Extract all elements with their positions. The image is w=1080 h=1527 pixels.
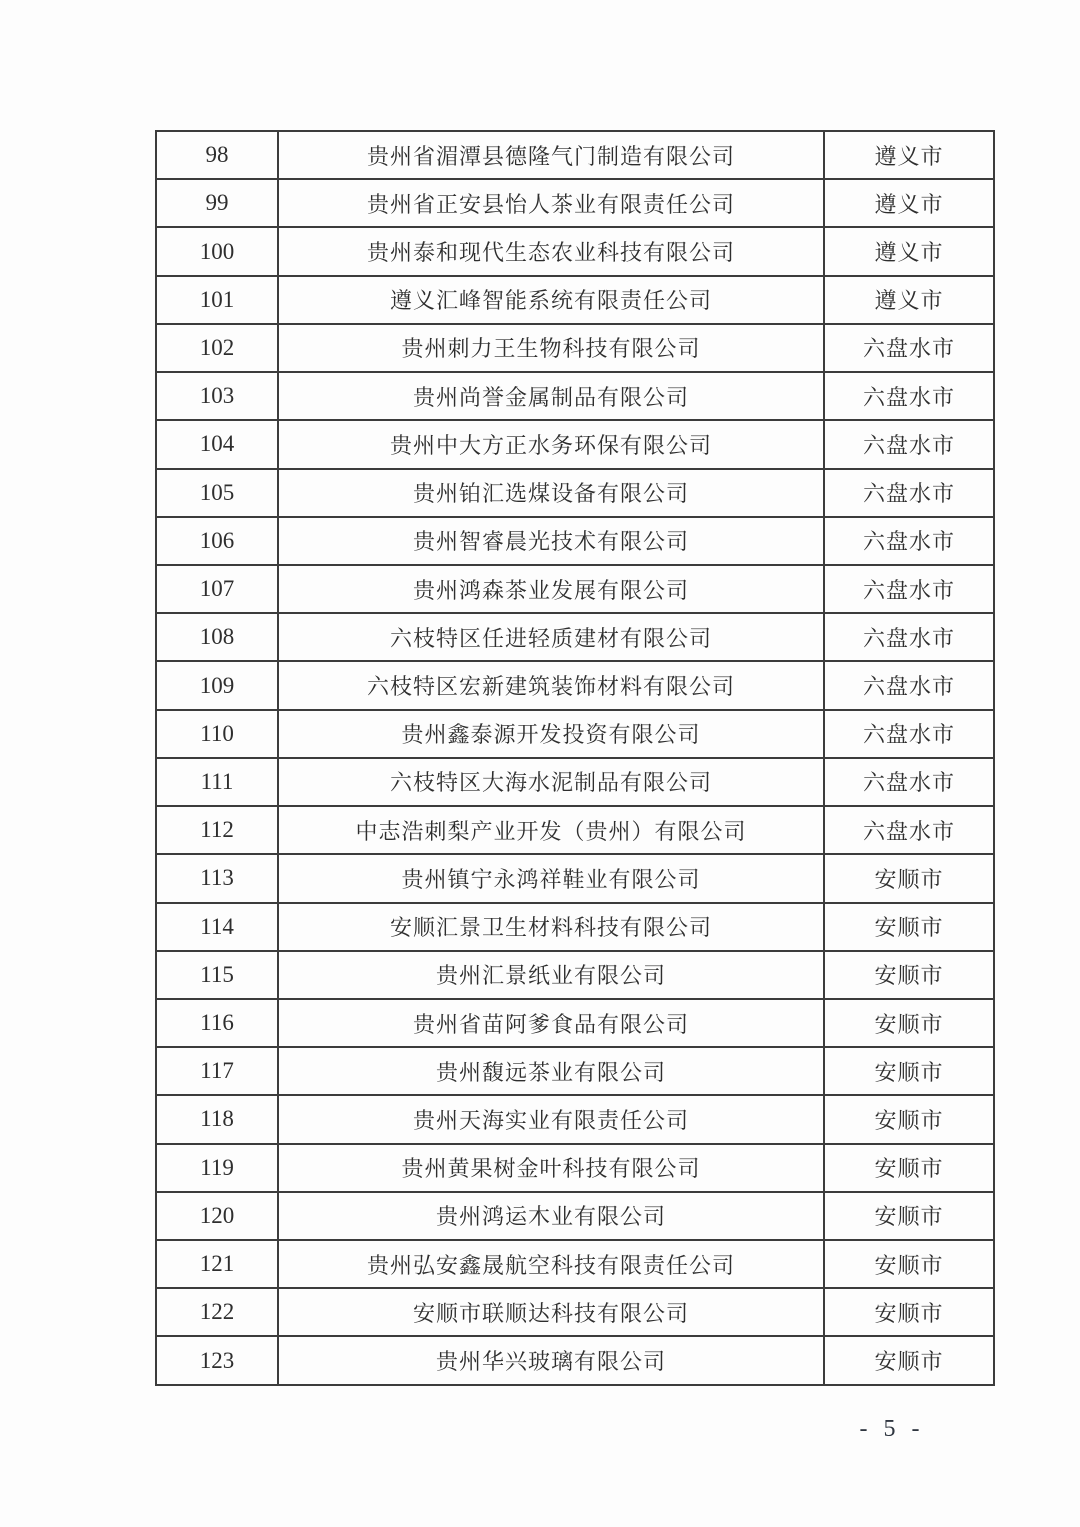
city-name: 安顺市 (824, 999, 994, 1047)
row-number: 117 (156, 1047, 278, 1095)
company-name: 贵州鑫泰源开发投资有限公司 (278, 710, 824, 758)
row-number: 119 (156, 1144, 278, 1192)
company-name: 贵州华兴玻璃有限公司 (278, 1336, 824, 1385)
city-name: 安顺市 (824, 1336, 994, 1385)
row-number: 101 (156, 276, 278, 324)
page-number: - 5 - (859, 1416, 925, 1442)
city-name: 安顺市 (824, 1240, 994, 1288)
company-table-body (156, 131, 994, 1385)
table-row (156, 1288, 994, 1336)
table-row (156, 372, 994, 420)
city-name: 安顺市 (824, 854, 994, 902)
city-name: 安顺市 (824, 1047, 994, 1095)
company-name: 贵州省苗阿爹食品有限公司 (278, 999, 824, 1047)
city-name: 六盘水市 (824, 806, 994, 854)
row-number: 123 (156, 1336, 278, 1385)
city-name: 遵义市 (824, 276, 994, 324)
company-name: 贵州天海实业有限责任公司 (278, 1095, 824, 1143)
table-row (156, 1047, 994, 1095)
city-name: 六盘水市 (824, 517, 994, 565)
row-number: 110 (156, 710, 278, 758)
city-name: 六盘水市 (824, 324, 994, 372)
company-name: 六枝特区宏新建筑装饰材料有限公司 (278, 661, 824, 709)
row-number: 107 (156, 565, 278, 613)
row-number: 105 (156, 469, 278, 517)
table-row (156, 420, 994, 468)
company-name: 贵州尚誉金属制品有限公司 (278, 372, 824, 420)
city-name: 六盘水市 (824, 661, 994, 709)
city-name: 安顺市 (824, 1095, 994, 1143)
table-row (156, 276, 994, 324)
table-row (156, 227, 994, 275)
city-name: 六盘水市 (824, 613, 994, 661)
table-row (156, 613, 994, 661)
company-name: 贵州省正安县怡人茶业有限责任公司 (278, 179, 824, 227)
company-name: 贵州馥远茶业有限公司 (278, 1047, 824, 1095)
company-name: 贵州铂汇选煤设备有限公司 (278, 469, 824, 517)
city-name: 六盘水市 (824, 565, 994, 613)
city-name: 安顺市 (824, 1288, 994, 1336)
table-row (156, 1192, 994, 1240)
table-row (156, 661, 994, 709)
table-row (156, 324, 994, 372)
row-number: 122 (156, 1288, 278, 1336)
city-name: 遵义市 (824, 131, 994, 179)
company-name: 贵州鸿运木业有限公司 (278, 1192, 824, 1240)
row-number: 120 (156, 1192, 278, 1240)
city-name: 安顺市 (824, 1192, 994, 1240)
company-name: 六枝特区大海水泥制品有限公司 (278, 758, 824, 806)
company-name: 六枝特区任进轻质建材有限公司 (278, 613, 824, 661)
city-name: 安顺市 (824, 1144, 994, 1192)
row-number: 104 (156, 420, 278, 468)
row-number: 115 (156, 951, 278, 999)
city-name: 六盘水市 (824, 710, 994, 758)
company-name: 遵义汇峰智能系统有限责任公司 (278, 276, 824, 324)
row-number: 106 (156, 517, 278, 565)
company-name: 贵州泰和现代生态农业科技有限公司 (278, 227, 824, 275)
company-name: 贵州汇景纸业有限公司 (278, 951, 824, 999)
row-number: 98 (156, 131, 278, 179)
table-row (156, 517, 994, 565)
table-row (156, 469, 994, 517)
company-name: 中志浩刺梨产业开发（贵州）有限公司 (278, 806, 824, 854)
table-row (156, 565, 994, 613)
table-row (156, 179, 994, 227)
city-name: 六盘水市 (824, 758, 994, 806)
row-number: 118 (156, 1095, 278, 1143)
row-number: 114 (156, 903, 278, 951)
row-number: 116 (156, 999, 278, 1047)
table-row (156, 1144, 994, 1192)
company-name: 安顺市联顺达科技有限公司 (278, 1288, 824, 1336)
row-number: 113 (156, 854, 278, 902)
company-table (155, 130, 995, 1386)
company-name: 贵州刺力王生物科技有限公司 (278, 324, 824, 372)
company-name: 安顺汇景卫生材料科技有限公司 (278, 903, 824, 951)
city-name: 安顺市 (824, 903, 994, 951)
table-row (156, 951, 994, 999)
row-number: 109 (156, 661, 278, 709)
company-name: 贵州鸿森茶业发展有限公司 (278, 565, 824, 613)
table-row (156, 1336, 994, 1385)
table-row (156, 758, 994, 806)
table-row (156, 854, 994, 902)
table-row (156, 710, 994, 758)
city-name: 安顺市 (824, 951, 994, 999)
table-row (156, 1095, 994, 1143)
company-name: 贵州中大方正水务环保有限公司 (278, 420, 824, 468)
row-number: 111 (156, 758, 278, 806)
table-row (156, 806, 994, 854)
city-name: 六盘水市 (824, 469, 994, 517)
company-name: 贵州镇宁永鸿祥鞋业有限公司 (278, 854, 824, 902)
company-name: 贵州弘安鑫晟航空科技有限责任公司 (278, 1240, 824, 1288)
city-name: 遵义市 (824, 179, 994, 227)
company-name: 贵州智睿晨光技术有限公司 (278, 517, 824, 565)
row-number: 102 (156, 324, 278, 372)
city-name: 六盘水市 (824, 420, 994, 468)
company-name: 贵州黄果树金叶科技有限公司 (278, 1144, 824, 1192)
row-number: 103 (156, 372, 278, 420)
row-number: 100 (156, 227, 278, 275)
company-name: 贵州省湄潭县德隆气门制造有限公司 (278, 131, 824, 179)
city-name: 六盘水市 (824, 372, 994, 420)
row-number: 121 (156, 1240, 278, 1288)
table-row (156, 1240, 994, 1288)
city-name: 遵义市 (824, 227, 994, 275)
row-number: 112 (156, 806, 278, 854)
table-row (156, 903, 994, 951)
row-number: 99 (156, 179, 278, 227)
table-row (156, 131, 994, 179)
table-row (156, 999, 994, 1047)
row-number: 108 (156, 613, 278, 661)
